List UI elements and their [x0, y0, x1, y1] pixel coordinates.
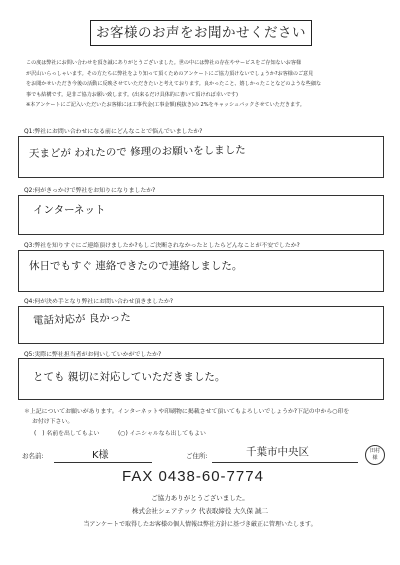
- consent-option-2-mark: (○): [118, 431, 128, 437]
- intro-line: この度は弊社にお問い合わせを頂き誠にありがとうございました。世の中には弊社の存在やサービスをご存知ないお客様: [26, 60, 302, 66]
- fax-number: FAX 0438-60-7774: [122, 468, 264, 485]
- address-label: ご住所:: [186, 452, 208, 460]
- consent-option-2[interactable]: [118, 428, 206, 437]
- consent-option-1[interactable]: [34, 428, 99, 437]
- address-value: 千葉市中央区: [246, 446, 309, 458]
- thanks-text: ご協力ありがとうございました。: [151, 494, 249, 502]
- intro-line: が沢山いらっしゃいます。その方たちに弊社をより知って頂くためのアンケートにご協力頂けないでしょうか?お客様のご意見: [26, 70, 314, 77]
- answer-5-text: とても 親切に対応していただきました。: [33, 371, 226, 383]
- consent-question-cont: お付け下さい。: [32, 419, 74, 425]
- answer-box-5[interactable]: [18, 358, 384, 400]
- address-underline: [212, 462, 358, 463]
- page-title: お客様のお声をお聞かせください: [90, 20, 312, 46]
- name-label: お名前:: [22, 452, 44, 460]
- answer-3-text: 休日でもすぐ 連絡できたので連絡しました。: [29, 260, 243, 272]
- intro-line: ※本アンケートにご記入いただいたお客様には工事代金(工事金額(税抜き)の 2%をキャッシュバックさせていただきます。: [26, 102, 305, 109]
- intro-line: 事でも結構です。是非ご協力お願い致します。(出来るだけ具体的に書いて頂ければ幸いです): [26, 91, 239, 98]
- consent-question: ＊上記についてお願いがあります。インターネットや印刷物に掲載させて頂いてもよろしいでしょうか?下記の中から○印を: [24, 409, 350, 415]
- question-3-label: Q3:弊社を知りすぐにご連絡頂けましたか?もしご決断されなかったとしたらどんなことが不安でしたか?: [24, 243, 300, 249]
- name-underline: [54, 462, 152, 463]
- seal-stamp: [365, 445, 385, 465]
- question-2-label: Q2:何がきっかけで弊社をお知りになりましたか?: [24, 188, 156, 194]
- consent-option-2-label: イニシャルなら出してもよい: [129, 431, 206, 437]
- answer-1-text: 天まどが われたので 修理のお願いをしました: [28, 144, 246, 160]
- consent-option-1-label: 名前を出してもよい: [46, 431, 100, 437]
- company-text: 株式会社シェアテック 代表取締役 大久保 誠二: [131, 507, 269, 515]
- question-4-label: Q4:何が決め手となり弊社にお問い合わせ頂きましたか?: [24, 299, 173, 305]
- answer-box-3[interactable]: [18, 250, 384, 292]
- privacy-text: 当アンケートで取得したお客様の個人情報は弊社方針に基づき厳正に管理いたします。: [83, 521, 317, 528]
- seal-stamp-top: 田村: [369, 448, 380, 454]
- answer-4-text: 電話対応が 良かった: [32, 311, 132, 327]
- seal-stamp-bottom: 様: [372, 455, 378, 461]
- answer-box-2[interactable]: [18, 195, 384, 235]
- intro-text: [26, 58, 382, 111]
- question-5-label: Q5:実際に弊社担当者がお伺いしていかがでしたか?: [24, 352, 162, 358]
- name-value: K様: [92, 450, 109, 461]
- consent-option-1-mark: ( ): [34, 431, 45, 437]
- answer-2-text: インターネット: [33, 204, 106, 216]
- answer-box-4[interactable]: [18, 306, 384, 344]
- answer-box-1[interactable]: [18, 136, 384, 178]
- question-1-label: Q1:弊社にお問い合わせになる前にどんなことで悩んでいましたか?: [24, 129, 203, 135]
- intro-line: をお聞かせいただき今後の活動に反映させていただきたいと考えております。良かったこと、嬉しかったことなどのような些細な: [26, 81, 322, 88]
